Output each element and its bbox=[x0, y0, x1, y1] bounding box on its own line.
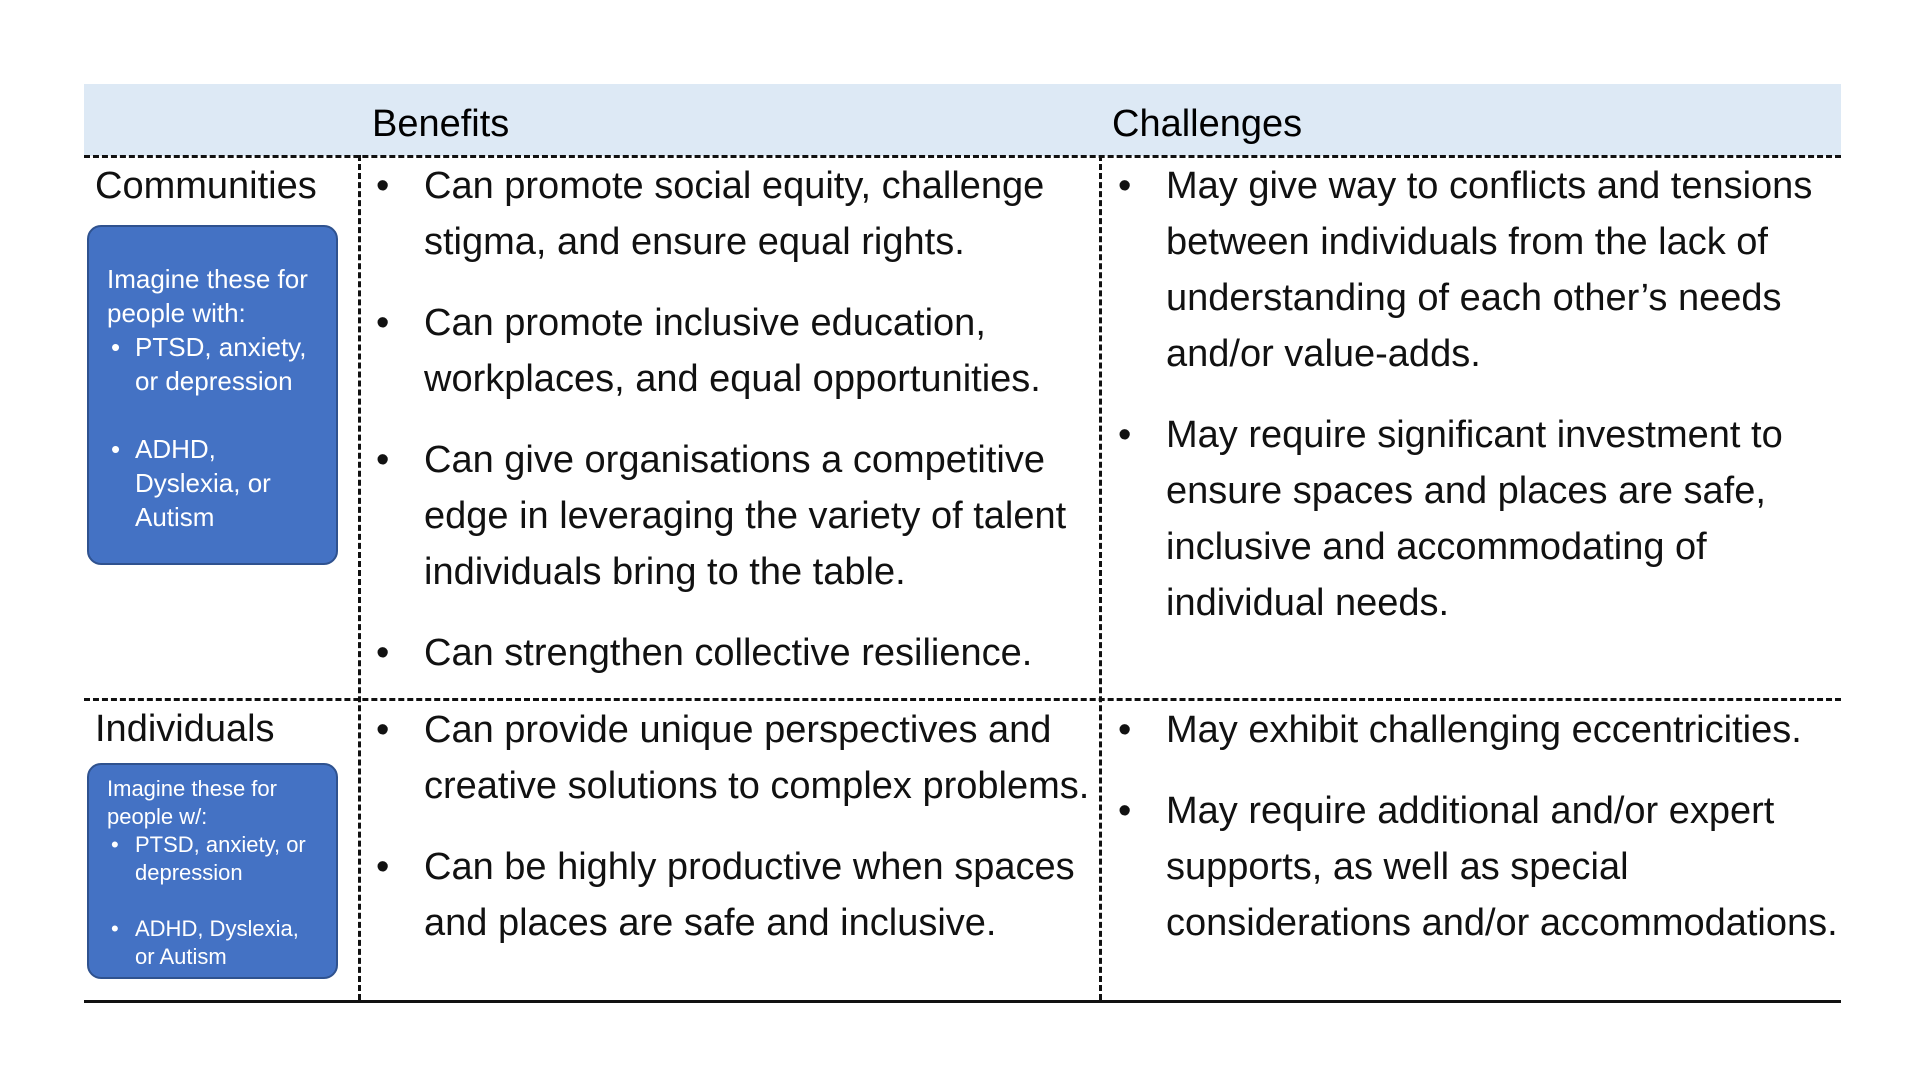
communities-benefits-list bbox=[368, 158, 1093, 706]
note-intro: Imagine these for people w/: bbox=[107, 776, 277, 829]
note-item: • PTSD, anxiety, or depression bbox=[111, 332, 307, 396]
list-item: • Can strengthen collective resilience. bbox=[368, 625, 1093, 681]
bullet-icon: • bbox=[1118, 414, 1132, 456]
table-bottom-border bbox=[84, 1000, 1841, 1003]
list-item: • May exhibit challenging eccentricities. bbox=[1110, 702, 1840, 758]
bullet-icon: • bbox=[111, 434, 121, 464]
communities-challenges-list bbox=[1110, 158, 1840, 656]
note-list bbox=[107, 831, 324, 971]
bullet-icon: • bbox=[111, 832, 119, 857]
bullet-icon: • bbox=[111, 916, 119, 941]
list-item: • Can provide unique perspectives and creative solutions to complex problems. bbox=[368, 702, 1098, 814]
list-item: • May require significant investment to ensure spaces and places are safe, inclusive and accommodating of individual needs. bbox=[1110, 407, 1840, 631]
bullet-icon: • bbox=[111, 332, 121, 362]
note-list bbox=[107, 330, 322, 534]
individuals-benefits-list bbox=[368, 702, 1098, 976]
bullet-icon: • bbox=[1118, 709, 1132, 751]
bullet-icon: • bbox=[376, 846, 390, 888]
column-divider-left bbox=[358, 155, 361, 1000]
bullet-icon: • bbox=[1118, 790, 1132, 832]
bullet-icon: • bbox=[1118, 165, 1132, 207]
row-label-communities: Communities bbox=[95, 165, 317, 207]
table-header-band bbox=[84, 84, 1841, 156]
bullet-icon: • bbox=[376, 632, 390, 674]
individuals-note-box bbox=[87, 763, 338, 979]
note-item: • ADHD, Dyslexia, or Autism bbox=[111, 434, 271, 532]
bullet-icon: • bbox=[376, 302, 390, 344]
list-item: • Can promote inclusive education, workplaces, and equal opportunities. bbox=[368, 295, 1093, 407]
column-header-challenges: Challenges bbox=[1112, 103, 1303, 145]
list-item: • Can give organisations a competitive edge in leveraging the variety of talent individuals bring to the table. bbox=[368, 432, 1093, 600]
list-item: • May give way to conflicts and tensions between individuals from the lack of understanding of each other’s needs and/or value-adds. bbox=[1110, 158, 1840, 382]
note-item: • PTSD, anxiety, or depression bbox=[111, 832, 306, 885]
list-item: • Can promote social equity, challenge stigma, and ensure equal rights. bbox=[368, 158, 1093, 270]
list-item: • Can be highly productive when spaces and places are safe and inclusive. bbox=[368, 839, 1098, 951]
column-divider-right bbox=[1099, 155, 1102, 1000]
column-header-benefits: Benefits bbox=[372, 103, 510, 145]
communities-note-box bbox=[87, 225, 338, 565]
row-label-individuals: Individuals bbox=[95, 708, 275, 750]
bullet-icon: • bbox=[376, 709, 390, 751]
individuals-challenges-list bbox=[1110, 702, 1840, 976]
list-item: • May require additional and/or expert supports, as well as special considerations and/or accommodations. bbox=[1110, 783, 1840, 951]
bullet-icon: • bbox=[376, 439, 390, 481]
note-intro: Imagine these for people with: bbox=[107, 264, 308, 328]
note-item: • ADHD, Dyslexia, or Autism bbox=[111, 916, 299, 969]
bullet-icon: • bbox=[376, 165, 390, 207]
